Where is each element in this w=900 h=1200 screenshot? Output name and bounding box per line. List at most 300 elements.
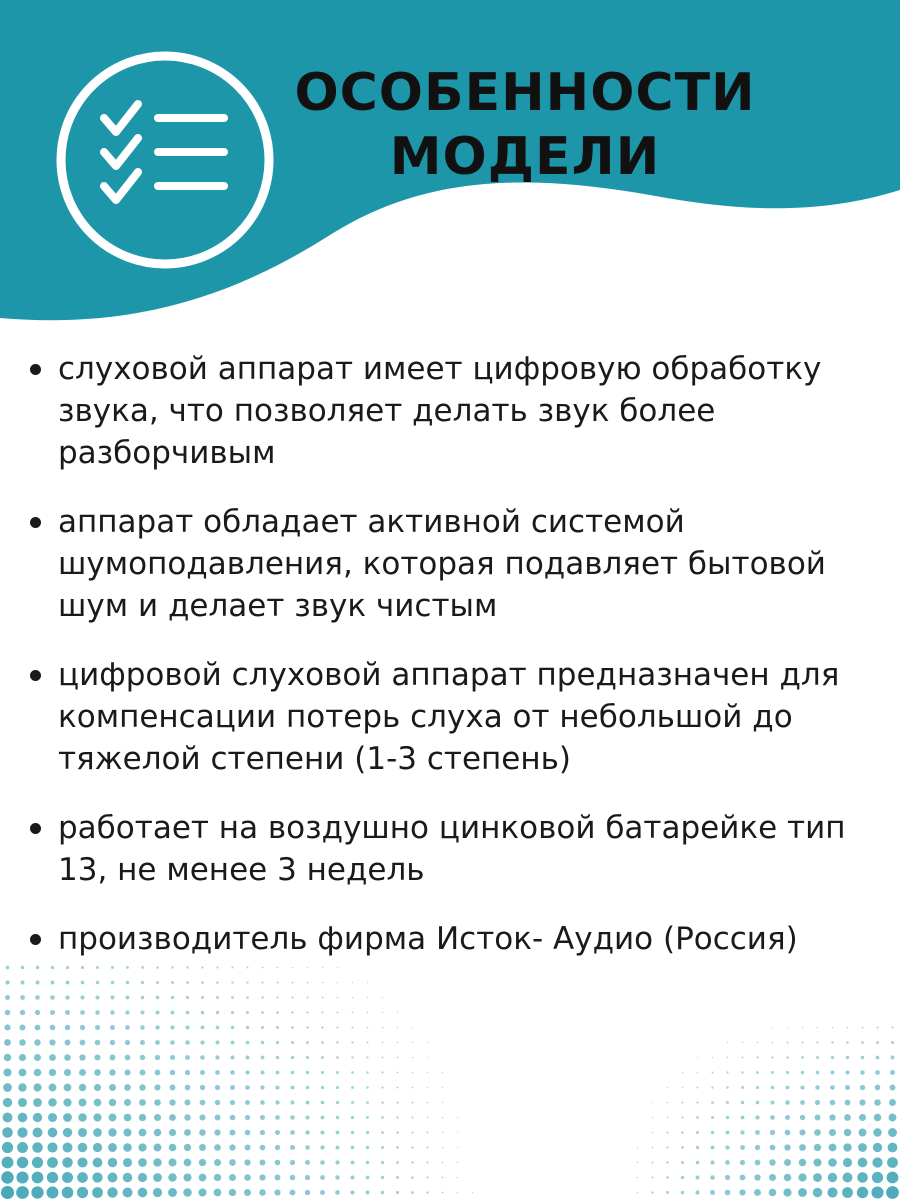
halftone-dot — [830, 1100, 836, 1106]
features-list — [0, 348, 900, 987]
halftone-dot — [757, 1042, 759, 1044]
halftone-dot — [78, 1113, 87, 1122]
halftone-dot — [34, 1069, 42, 1077]
halftone-dot — [51, 966, 54, 969]
halftone-dot — [290, 1175, 296, 1181]
halftone-dot — [321, 1086, 324, 1089]
halftone-dot — [874, 1114, 882, 1122]
halftone-dot — [756, 1071, 759, 1074]
halftone-dot — [366, 1146, 369, 1149]
halftone-dot — [186, 966, 188, 968]
halftone-dot — [876, 1056, 880, 1060]
halftone-dot — [200, 1085, 205, 1090]
halftone-dot — [168, 1188, 177, 1197]
halftone-dot — [831, 1041, 833, 1043]
halftone-dot — [290, 1190, 296, 1196]
halftone-dot — [859, 1099, 865, 1105]
halftone-dot — [62, 1172, 73, 1183]
halftone-dot — [33, 1098, 42, 1107]
halftone-dot — [260, 1160, 266, 1166]
halftone-dot — [828, 1173, 837, 1182]
halftone-dot — [829, 1114, 835, 1120]
halftone-dot — [411, 1131, 413, 1133]
halftone-dot — [214, 1174, 221, 1181]
halftone-dot — [784, 1144, 790, 1150]
halftone-dot — [171, 981, 174, 984]
halftone-dot — [367, 1012, 369, 1014]
halftone-dot — [726, 1116, 729, 1119]
halftone-dot — [2, 1157, 14, 1169]
halftone-dot — [216, 1026, 220, 1030]
halftone-dot — [847, 1027, 849, 1029]
halftone-dot — [755, 1115, 759, 1119]
halftone-dot — [261, 1041, 264, 1044]
halftone-dot — [305, 1145, 310, 1150]
halftone-dot — [261, 996, 263, 998]
halftone-dot — [184, 1159, 192, 1167]
halftone-dot — [92, 1172, 102, 1182]
halftone-dot — [412, 1042, 413, 1043]
halftone-dot — [140, 1070, 146, 1076]
halftone-dot — [696, 1131, 699, 1134]
halftone-dot — [276, 1041, 279, 1044]
halftone-dot — [306, 1086, 310, 1090]
halftone-dot — [93, 1143, 102, 1152]
halftone-dot — [351, 1026, 353, 1028]
halftone-dot — [16, 1171, 28, 1183]
halftone-dot — [65, 1025, 70, 1030]
halftone-dot — [412, 1027, 413, 1028]
halftone-dot — [861, 1056, 865, 1060]
halftone-dot — [875, 1070, 880, 1075]
halftone-dot — [276, 1071, 280, 1075]
halftone-dot — [156, 1011, 160, 1015]
halftone-dot — [291, 1041, 294, 1044]
halftone-dot — [153, 1173, 162, 1182]
halftone-dot — [290, 1100, 294, 1104]
halftone-dot — [201, 966, 203, 968]
halftone-dot — [366, 1116, 369, 1119]
halftone-dot — [245, 1085, 250, 1090]
halftone-dot — [201, 996, 204, 999]
halftone-dot — [426, 1161, 428, 1163]
halftone-dot — [873, 1143, 882, 1152]
halftone-dot — [802, 1027, 803, 1028]
feature-item: слуховой аппарат имеет цифровую обработку звука, что позволяет делать звук более разборчивым — [0, 348, 900, 474]
halftone-dot — [740, 1160, 745, 1165]
halftone-dot — [427, 1132, 429, 1134]
halftone-dot — [63, 1098, 71, 1106]
halftone-dot — [755, 1160, 761, 1166]
halftone-dot — [216, 1011, 219, 1014]
halftone-dot — [63, 1128, 72, 1137]
halftone-dot — [366, 1071, 368, 1073]
halftone-dot — [887, 1157, 898, 1168]
halftone-dot — [336, 1056, 339, 1059]
halftone-dot — [725, 1160, 730, 1165]
halftone-dot — [366, 1086, 369, 1089]
halftone-dot — [138, 1158, 147, 1167]
halftone-dot — [682, 1072, 683, 1073]
halftone-dot — [637, 1177, 639, 1179]
halftone-dot — [321, 1071, 324, 1074]
halftone-dot — [667, 1117, 669, 1119]
halftone-dot — [48, 1098, 57, 1107]
halftone-dot — [47, 1157, 58, 1168]
halftone-dot — [111, 996, 115, 1000]
halftone-dot — [411, 1191, 414, 1194]
halftone-dot — [110, 1025, 115, 1030]
halftone-dot — [261, 1056, 265, 1060]
halftone-dot — [33, 1083, 41, 1091]
halftone-dot — [3, 1098, 12, 1107]
halftone-dot — [859, 1129, 867, 1137]
halftone-dot — [872, 1172, 883, 1183]
halftone-dot — [94, 1099, 102, 1107]
halftone-dot — [381, 1176, 384, 1179]
halftone-dot — [214, 1189, 222, 1197]
halftone-dot — [47, 1172, 58, 1183]
halftone-dot — [245, 1130, 251, 1136]
halftone-dot — [247, 967, 249, 969]
halftone-dot — [231, 1026, 234, 1029]
halftone-dot — [742, 1057, 744, 1059]
halftone-dot — [846, 1056, 849, 1059]
halftone-dot — [64, 1054, 71, 1061]
halftone-dot — [800, 1115, 805, 1120]
halftone-dot — [321, 1011, 323, 1013]
halftone-dot — [681, 1161, 684, 1164]
halftone-dot — [335, 1160, 339, 1164]
halftone-dot — [396, 1131, 399, 1134]
halftone-dot — [681, 1146, 684, 1149]
halftone-dot — [741, 1116, 745, 1120]
halftone-dot — [19, 1069, 27, 1077]
halftone-dot — [367, 1027, 369, 1029]
halftone-dot — [170, 1070, 175, 1075]
halftone-dot — [320, 1130, 324, 1134]
halftone-dot — [292, 982, 294, 984]
halftone-dot — [290, 1145, 295, 1150]
halftone-dot — [231, 981, 233, 983]
halftone-dot — [138, 1143, 146, 1151]
halftone-dot — [442, 1162, 444, 1164]
halftone-dot — [756, 1056, 758, 1058]
halftone-dot — [320, 1190, 325, 1195]
halftone-dot — [275, 1130, 280, 1135]
halftone-dot — [652, 1117, 653, 1118]
halftone-dot — [427, 1087, 429, 1089]
halftone-dot — [426, 1191, 428, 1193]
halftone-dot — [695, 1190, 699, 1194]
halftone-dot — [712, 1072, 714, 1074]
halftone-dot — [412, 1102, 414, 1104]
halftone-dot — [816, 1041, 818, 1043]
halftone-dot — [381, 1071, 383, 1073]
halftone-dot — [336, 1086, 339, 1089]
halftone-dot — [637, 1162, 638, 1163]
halftone-dot — [306, 1071, 309, 1074]
halftone-dot — [306, 1101, 310, 1105]
halftone-dot — [93, 1128, 102, 1137]
halftone-dot — [291, 1011, 293, 1013]
halftone-dot — [80, 1025, 85, 1030]
halftone-dot — [785, 1100, 789, 1104]
halftone-dot — [261, 981, 263, 983]
halftone-dot — [667, 1087, 668, 1088]
halftone-dot — [652, 1147, 654, 1149]
halftone-dot — [442, 1132, 444, 1134]
halftone-dot — [306, 996, 308, 998]
halftone-dot — [17, 1157, 28, 1168]
halftone-dot — [201, 1026, 205, 1030]
halftone-dot — [154, 1144, 162, 1152]
halftone-dot — [457, 1132, 458, 1133]
halftone-dot — [4, 1054, 11, 1061]
halftone-dot — [199, 1114, 205, 1120]
halftone-dot — [712, 1057, 714, 1059]
halftone-dot — [666, 1146, 668, 1148]
halftone-dot — [305, 1115, 309, 1119]
halftone-dot — [831, 1056, 834, 1059]
halftone-dot — [290, 1115, 294, 1119]
halftone-dot — [214, 1144, 221, 1151]
halftone-dot — [682, 1102, 684, 1104]
halftone-dot — [109, 1114, 117, 1122]
halftone-dot — [20, 980, 24, 984]
halftone-dot — [122, 1187, 132, 1197]
halftone-dot — [860, 1070, 864, 1074]
halftone-dot — [842, 1187, 853, 1198]
halftone-dot — [96, 966, 99, 969]
halftone-dot — [652, 1162, 654, 1164]
halftone-dot — [770, 1100, 774, 1104]
halftone-dot — [727, 1042, 728, 1043]
halftone-dot — [32, 1157, 43, 1168]
halftone-dot — [66, 981, 70, 985]
halftone-dot — [260, 1100, 265, 1105]
halftone-dot — [31, 1186, 43, 1198]
halftone-dot — [830, 1085, 835, 1090]
halftone-dot — [292, 967, 294, 969]
halftone-dot — [306, 1026, 309, 1029]
halftone-dot — [872, 1157, 882, 1167]
halftone-dot — [186, 1026, 190, 1030]
feature-item: аппарат обладает активной системой шумоподавления, которая подавляет бытовой шум и делает звук чистым — [0, 501, 900, 627]
halftone-dot — [873, 1128, 881, 1136]
halftone-dot — [125, 1025, 130, 1030]
halftone-dot — [845, 1070, 849, 1074]
halftone-dot — [17, 1142, 28, 1153]
halftone-dot — [2, 1142, 13, 1153]
halftone-dot — [183, 1188, 192, 1197]
halftone-dot — [51, 981, 55, 985]
halftone-dot — [786, 1071, 789, 1074]
halftone-dot — [245, 1145, 251, 1151]
halftone-dot — [125, 1010, 129, 1014]
title-line-2: МОДЕЛИ — [389, 126, 661, 187]
halftone-dot — [139, 1084, 145, 1090]
halftone-dot — [457, 1147, 458, 1148]
halftone-dot — [214, 1129, 220, 1135]
halftone-dot — [306, 1056, 309, 1059]
halftone-dot — [94, 1069, 101, 1076]
halftone-dot — [246, 981, 248, 983]
halftone-dot — [124, 1069, 130, 1075]
halftone-dot — [396, 1176, 399, 1179]
halftone-dot — [276, 1056, 280, 1060]
halftone-dot — [111, 981, 114, 984]
halftone-dot — [108, 1173, 118, 1183]
halftone-dot — [666, 1161, 669, 1164]
halftone-dot — [1, 1171, 13, 1183]
halftone-dot — [183, 1173, 191, 1181]
halftone-dot — [62, 1157, 72, 1167]
halftone-dot — [710, 1160, 714, 1164]
halftone-dot — [785, 1130, 791, 1136]
halftone-dot — [727, 1057, 729, 1059]
halftone-dot — [891, 1041, 894, 1044]
halftone-dot — [306, 1011, 308, 1013]
halftone-dot — [95, 995, 99, 999]
halftone-dot — [381, 1086, 383, 1088]
halftone-dot — [801, 1056, 804, 1059]
halftone-dot — [107, 1187, 117, 1197]
halftone-dot — [156, 966, 159, 969]
halftone-dot — [396, 1086, 398, 1088]
halftone-dot — [63, 1113, 72, 1122]
halftone-dot — [307, 967, 309, 969]
halftone-dot — [858, 1158, 868, 1168]
halftone-dot — [126, 996, 130, 1000]
halftone-dot — [3, 1113, 13, 1123]
halftone-dot — [652, 1102, 653, 1103]
halftone-dot — [397, 1012, 398, 1013]
halftone-dot — [16, 1186, 29, 1199]
halftone-dot — [740, 1145, 745, 1150]
halftone-dot — [246, 996, 249, 999]
halftone-dot — [887, 1172, 899, 1184]
halftone-dot — [886, 1186, 899, 1199]
halftone-dot — [412, 1072, 414, 1074]
halftone-dot — [216, 996, 219, 999]
halftone-dot — [64, 1084, 72, 1092]
halftone-dot — [799, 1129, 805, 1135]
halftone-dot — [49, 1039, 55, 1045]
halftone-dot — [666, 1176, 669, 1179]
halftone-dot — [5, 995, 10, 1000]
halftone-dot — [337, 967, 338, 968]
halftone-dot — [260, 1085, 264, 1089]
halftone-dot — [754, 1174, 760, 1180]
halftone-dot — [35, 1025, 41, 1031]
halftone-dot — [111, 966, 114, 969]
halftone-dot — [457, 1177, 459, 1179]
halftone-dot — [814, 1129, 821, 1136]
halftone-dot — [350, 1190, 354, 1194]
halftone-dot — [17, 1127, 27, 1137]
halftone-dot — [817, 1027, 819, 1029]
halftone-dot — [412, 1057, 414, 1059]
halftone-dot — [798, 1173, 806, 1181]
halftone-dot — [77, 1157, 87, 1167]
halftone-dot — [874, 1099, 881, 1106]
halftone-dot — [230, 1130, 236, 1136]
halftone-dot — [681, 1131, 684, 1134]
halftone-dot — [291, 996, 293, 998]
halftone-dot — [411, 1176, 414, 1179]
halftone-dot — [155, 1070, 161, 1076]
halftone-dot — [366, 1176, 370, 1180]
halftone-dot — [725, 1145, 729, 1149]
halftone-dot — [123, 1143, 132, 1152]
halftone-dot — [93, 1158, 103, 1168]
halftone-dot — [427, 1057, 428, 1058]
halftone-dot — [799, 1144, 806, 1151]
feature-item: работает на воздушно цинковой батарейке тип 13, не менее 3 недель — [0, 807, 900, 891]
halftone-dot — [381, 1131, 384, 1134]
halftone-dot — [741, 1101, 744, 1104]
halftone-dot — [367, 982, 368, 983]
halftone-dots-decoration — [0, 960, 900, 1200]
halftone-dot — [335, 1175, 339, 1179]
halftone-dot — [21, 966, 25, 970]
halftone-dot — [260, 1070, 264, 1074]
halftone-dot — [154, 1114, 161, 1121]
halftone-dot — [442, 1192, 444, 1194]
halftone-dot — [290, 1130, 295, 1135]
halftone-dot — [681, 1116, 683, 1118]
halftone-dot — [697, 1087, 699, 1089]
halftone-dot — [427, 1117, 429, 1119]
halftone-dot — [139, 1114, 146, 1121]
halftone-dot — [829, 1144, 837, 1152]
title-line-1: ОСОБЕННОСТИ — [294, 62, 756, 123]
halftone-dot — [170, 1055, 175, 1060]
halftone-dot — [47, 1187, 59, 1199]
halftone-dot — [262, 967, 264, 969]
halftone-dot — [322, 982, 324, 984]
halftone-dot — [185, 1085, 191, 1091]
halftone-dot — [230, 1085, 235, 1090]
halftone-dot — [93, 1113, 101, 1121]
halftone-dot — [49, 1069, 56, 1076]
halftone-dot — [397, 1057, 399, 1059]
halftone-dot — [170, 1085, 176, 1091]
halftone-dot — [862, 1027, 864, 1029]
halftone-dot — [49, 1054, 56, 1061]
halftone-dot — [832, 1027, 834, 1029]
halftone-dot — [382, 1012, 383, 1013]
halftone-dot — [337, 997, 339, 999]
halftone-dot — [259, 1189, 266, 1196]
halftone-dot — [336, 1071, 339, 1074]
halftone-dot — [169, 1144, 177, 1152]
halftone-dot — [726, 1071, 728, 1073]
halftone-dot — [230, 1070, 235, 1075]
halftone-dot — [155, 1025, 159, 1029]
halftone-dot — [140, 1010, 144, 1014]
halftone-dot — [50, 1010, 55, 1015]
halftone-dot — [427, 1042, 428, 1043]
halftone-dot — [366, 1191, 370, 1195]
halftone-dot — [772, 1027, 773, 1028]
halftone-dot — [381, 1146, 384, 1149]
halftone-dot — [772, 1042, 774, 1044]
halftone-dot — [200, 1055, 205, 1060]
halftone-dot — [259, 1174, 265, 1180]
halftone-dot — [200, 1070, 205, 1075]
